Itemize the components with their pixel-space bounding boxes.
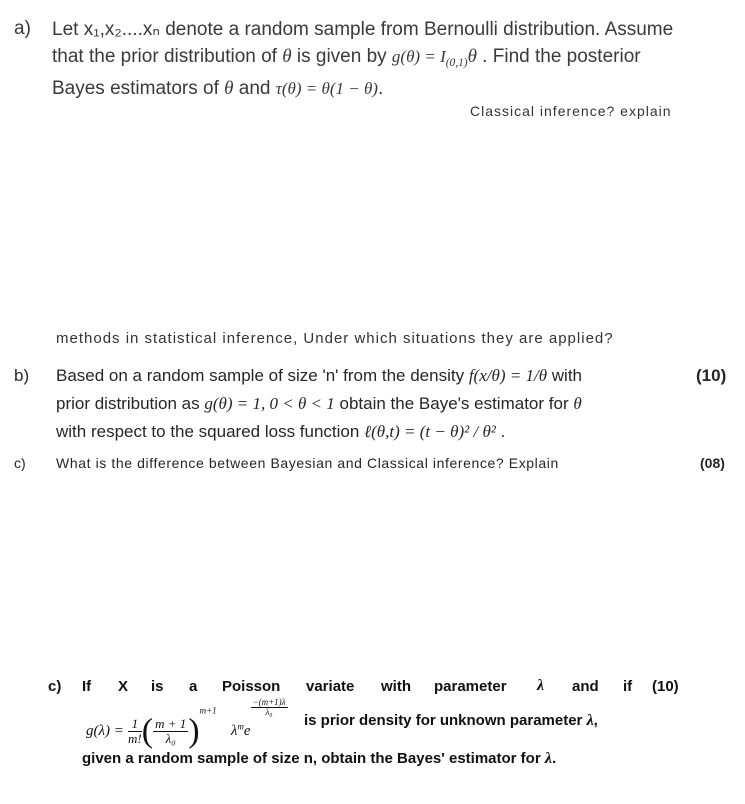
question-a-line-1: Let x₁,x₂....xₙ denote a random sample from Bernoulli distribution. Assume bbox=[52, 19, 674, 40]
word-with: with bbox=[381, 678, 411, 695]
question-a-line-3: Bayes estimators of θ and τ(θ) = θ(1 − θ). bbox=[52, 78, 384, 99]
question-a-line-2: that the prior distribution of θ is given by $g(\theta) = I_{(0,1)}\theta$ . Find the posterior bbox=[52, 46, 641, 69]
question-b bbox=[0, 328, 745, 471]
word-poisson: Poisson bbox=[222, 678, 281, 695]
prior-density-formula: g(λ) = $\frac{1}{m!}$ ( $\frac{m + 1}{\text{λ₀}}$ )$^{m+1}$ $\lambda^me$ $\frac{-(m+1)\lambda}{\text{λ₀}}$ bbox=[86, 697, 286, 750]
word-lambda: λ bbox=[537, 677, 545, 694]
question-c-label: c) bbox=[48, 678, 62, 695]
question-c bbox=[0, 670, 745, 780]
question-c-cut-label: c) bbox=[14, 455, 26, 471]
exponent-m-plus-one: m+1 bbox=[199, 705, 217, 716]
question-a-label: a) bbox=[14, 18, 31, 39]
question-b-line-3: with respect to the squared loss function ℓ(θ,t) = (t − θ)² / θ² . bbox=[56, 422, 506, 441]
question-c-marks: (10) bbox=[652, 678, 679, 695]
question-c-cut-text: What is the difference between Bayesian and Classical inference? Explain bbox=[56, 455, 559, 471]
word-and: and bbox=[572, 678, 599, 695]
question-a-cut-text: Classical inference? explain bbox=[470, 103, 672, 119]
question-b-marks: (10) bbox=[696, 366, 727, 385]
word-if: If bbox=[82, 678, 92, 695]
word-parameter: parameter bbox=[434, 678, 507, 695]
word-if-2: if bbox=[623, 678, 633, 695]
question-b-line-2: prior distribution as g(θ) = 1, 0 < θ < 1 obtain the Baye's estimator for θ bbox=[56, 394, 582, 413]
fraction-m-plus-one-over-lambda0: $\frac{m + 1}{\text{λ₀}}$ bbox=[155, 716, 187, 746]
left-paren: ( bbox=[141, 712, 154, 750]
cut-line-top: methods in statistical inference, Under which situations they are applied? bbox=[56, 330, 614, 347]
question-b-label: b) bbox=[14, 366, 30, 385]
question-b-line-1: Based on a random sample of size 'n' from the density f(x/θ) = 1/θ with bbox=[56, 366, 583, 385]
exponent-fraction: $\frac{-(m+1)\lambda}{\text{λ₀}}$ bbox=[252, 697, 286, 718]
fraction-one-over-m-factorial: $\frac{1}{m!}$ bbox=[128, 716, 142, 746]
question-c-line-3: given a random sample of size n, obtain the Bayes' estimator for λ. bbox=[82, 750, 557, 767]
word-is: is bbox=[151, 678, 164, 695]
question-c-cut-marks: (08) bbox=[700, 455, 725, 471]
word-a: a bbox=[189, 678, 198, 695]
word-x: X bbox=[118, 678, 129, 695]
right-paren: ) bbox=[188, 712, 200, 750]
word-variate: variate bbox=[306, 678, 355, 695]
question-a bbox=[0, 0, 745, 119]
question-c-line-2: is prior density for unknown parameter λ, bbox=[304, 712, 598, 729]
